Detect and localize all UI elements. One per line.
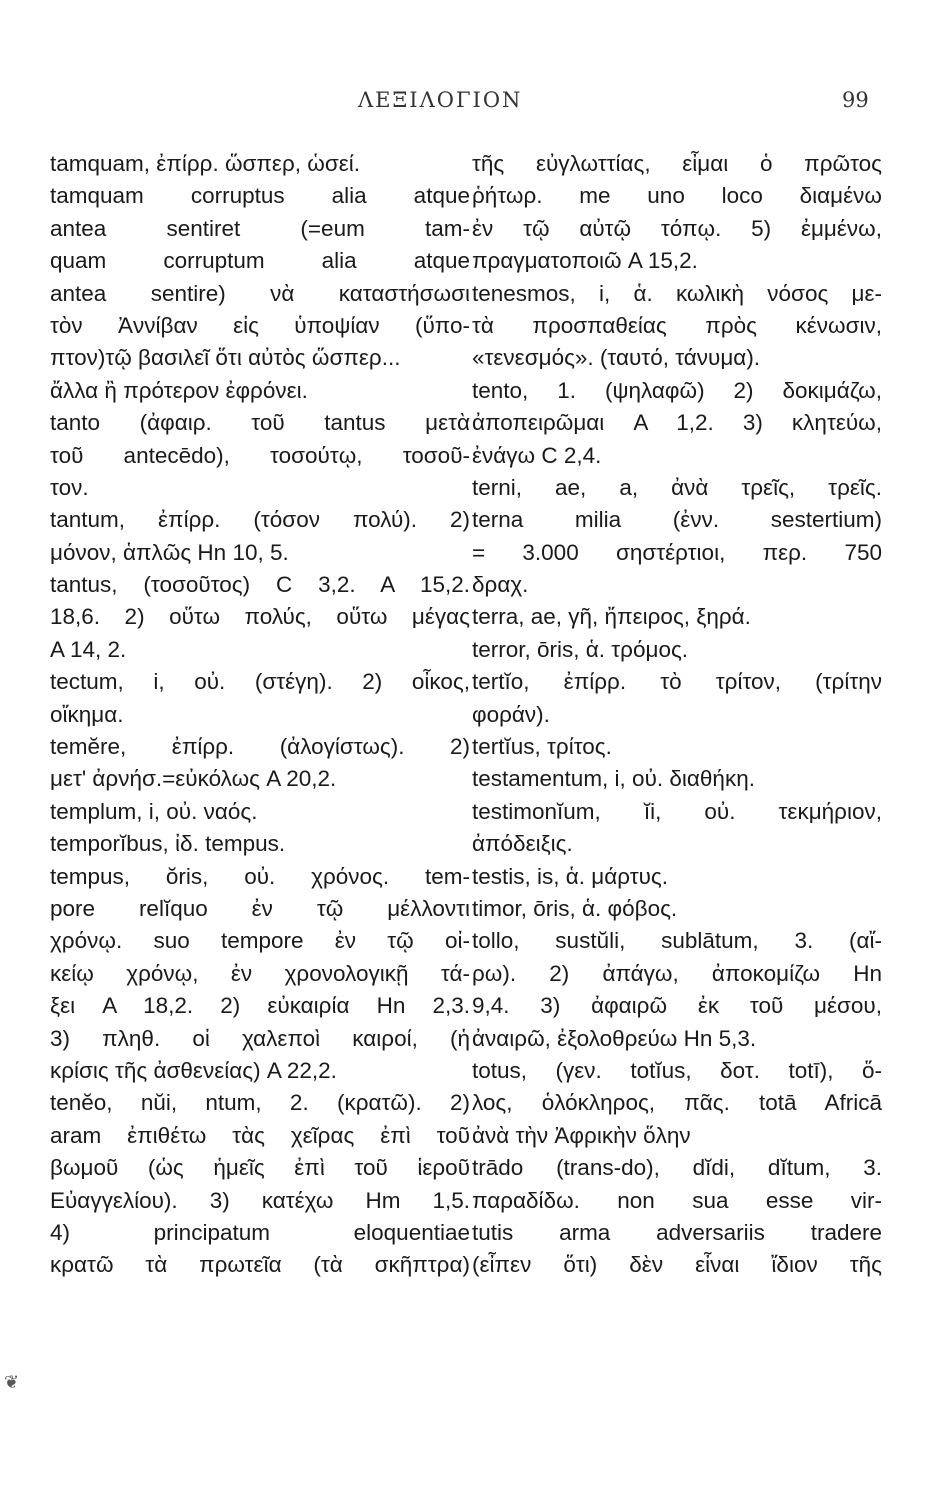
entry-line: πτον)τῷ βασιλεῖ ὅτι αὐτὸς ὥσπερ... bbox=[50, 345, 401, 371]
entry-line: κρίσις τῆς ἀσθενείας) A 22,2. bbox=[50, 1057, 337, 1083]
entry-line: A 14, 2. bbox=[50, 636, 127, 662]
entry-line: testimonĭum, ĭi, οὐ. τεκμήριον, bbox=[472, 798, 882, 824]
entry-line: temporĭbus, ἰδ. tempus. bbox=[50, 831, 286, 857]
entry-line: ἄλλα ἢ πρότερον ἐφρόνει. bbox=[50, 377, 308, 403]
entry-line: τὰ προσπαθείας πρὸς κένωσιν, bbox=[472, 312, 882, 338]
entry-line: μετ' ἀρνήσ.=εὐκόλως A 20,2. bbox=[50, 766, 337, 792]
entry-line: tento, 1. (ψηλαφῶ) 2) δοκιμάζω, bbox=[472, 377, 882, 403]
entry-line: tempus, ŏris, οὐ. χρόνος. tem- bbox=[50, 863, 470, 889]
entry-line: πραγματοποιῶ A 15,2. bbox=[472, 248, 698, 274]
entry-line: τοῦ antecēdo), τοσούτῳ, τοσοῦ- bbox=[50, 442, 470, 468]
right-column bbox=[472, 148, 882, 1282]
entry-line: 3) πληθ. οἱ χαλεποὶ καιροί, (ἡ bbox=[50, 1025, 470, 1051]
entry-line: tertĭus, τρίτος. bbox=[472, 734, 612, 760]
entry-line: ἐν τῷ αὐτῷ τόπῳ. 5) ἐμμένω, bbox=[472, 215, 882, 241]
page-number: 99 bbox=[842, 88, 869, 112]
entry-line: tenesmos, i, ἁ. κωλικὴ νόσος με- bbox=[472, 280, 882, 306]
entry-line: quam corruptum alia atque bbox=[50, 248, 470, 274]
entry-line: testamentum, i, οὐ. διαθήκη. bbox=[472, 766, 755, 792]
entry-line: κείῳ χρόνῳ, ἐν χρονολογικῇ τά- bbox=[50, 960, 470, 986]
left-column bbox=[50, 148, 470, 1282]
entry-line: (εἶπεν ὅτι) δὲν εἶναι ἴδιον τῆς bbox=[472, 1252, 882, 1278]
ink-blot-icon: ❦ bbox=[4, 1372, 20, 1393]
entry-line: timor, ōris, ἁ. φόβος. bbox=[472, 895, 678, 921]
entry-line: ρω). 2) ἀπάγω, ἀποκομίζω Hn bbox=[472, 960, 882, 986]
entry-line: 9,4. 3) ἀφαιρῶ ἐκ τοῦ μέσου, bbox=[472, 993, 882, 1019]
entry-line: παραδίδω. non sua esse vir- bbox=[472, 1187, 882, 1213]
entry-line: tertĭo, ἐπίρρ. τὸ τρίτον, (τρίτην bbox=[472, 669, 882, 695]
entry-line: φοράν). bbox=[472, 701, 550, 727]
entry-line: ἀνὰ τὴν Ἀφρικὴν ὅλην bbox=[472, 1122, 691, 1148]
entry-line: tamquam, ἐπίρρ. ὥσπερ, ὡσεί. bbox=[50, 151, 360, 176]
entry-line: ἀναιρῶ, ἐξολοθρεύω Hn 5,3. bbox=[472, 1025, 757, 1051]
entry-line: Εὐαγγελίου). 3) κατέχω Hm 1,5. bbox=[50, 1187, 470, 1213]
entry-line: δραχ. bbox=[472, 572, 529, 598]
entry-line: testis, is, ἁ. μάρτυς. bbox=[472, 863, 669, 889]
entry-line: «τενεσμός». (ταυτό, τάνυμα). bbox=[472, 345, 761, 371]
entry-line: tanto (ἀφαιρ. τοῦ tantus μετὰ bbox=[50, 410, 470, 436]
entry-line: βωμοῦ (ὡς ἡμεῖς ἐπὶ τοῦ ἱεροῦ bbox=[50, 1155, 470, 1181]
entry-line: tollo, sustŭli, sublātum, 3. (αἴ- bbox=[472, 928, 882, 954]
entry-line: tenĕo, nŭi, ntum, 2. (κρατῶ). 2) bbox=[50, 1090, 470, 1116]
entry-line: = 3.000 σηστέρτιοι, περ. 750 bbox=[472, 539, 882, 565]
entry-line: οἴκημα. bbox=[50, 701, 124, 727]
entry-line: tantus, (τοσοῦτος) C 3,2. A 15,2. bbox=[50, 572, 470, 598]
entry-line: totus, (γεν. totĭus, δοτ. totī), ὅ- bbox=[472, 1057, 882, 1083]
entry-line: terna milia (ἐνν. sestertium) bbox=[472, 507, 882, 533]
entry-line: antea sentiret (=eum tam- bbox=[50, 215, 470, 241]
entry-line: τῆς εὐγλωττίας, εἶμαι ὁ πρῶτος bbox=[472, 151, 882, 176]
entry-line: χρόνῳ. suo tempore ἐν τῷ οἰ- bbox=[50, 928, 470, 954]
entry-line: pore relĭquo ἐν τῷ μέλλοντι bbox=[50, 895, 470, 921]
entry-line: ἀποπειρῶμαι A 1,2. 3) κλητεύω, bbox=[472, 410, 882, 436]
entry-line: tamquam corruptus alia atque bbox=[50, 183, 470, 209]
entry-line: aram ἐπιθέτω τὰς χεῖρας ἐπὶ τοῦ bbox=[50, 1122, 470, 1148]
entry-line: μόνον, ἁπλῶς Hn 10, 5. bbox=[50, 539, 289, 565]
entry-line: tantum, ἐπίρρ. (τόσον πολύ). 2) bbox=[50, 507, 470, 533]
entry-line: λος, ὁλόκληρος, πᾶς. totā Africā bbox=[472, 1090, 882, 1116]
entry-line: 4) principatum eloquentiae bbox=[50, 1219, 470, 1245]
entry-line: tectum, i, οὐ. (στέγη). 2) οἶκος, bbox=[50, 669, 470, 695]
entry-line: terra, ae, γῆ, ἤπειρος, ξηρά. bbox=[472, 604, 751, 630]
entry-line: ἀπόδειξις. bbox=[472, 831, 573, 857]
entry-line: ἐνάγω C 2,4. bbox=[472, 442, 602, 468]
entry-line: terror, ōris, ἁ. τρόμος. bbox=[472, 636, 689, 662]
running-head bbox=[0, 88, 950, 118]
entry-line: 18,6. 2) οὕτω πολύς, οὕτω μέγας bbox=[50, 604, 470, 630]
entry-line: trādo (trans-do), dĭdi, dĭtum, 3. bbox=[472, 1155, 882, 1181]
entry-line: terni, ae, a, ἀνὰ τρεῖς, τρεῖς. bbox=[472, 474, 882, 500]
entry-line: τον. bbox=[50, 474, 89, 500]
entry-line: tutis arma adversariis tradere bbox=[472, 1219, 882, 1245]
entry-line: ξει A 18,2. 2) εὐκαιρία Hn 2,3. bbox=[50, 993, 470, 1019]
entry-line: templum, i, οὐ. ναός. bbox=[50, 798, 258, 824]
entry-line: temĕre, ἐπίρρ. (ἀλογίστως). 2) bbox=[50, 734, 470, 760]
entry-line: antea sentire) νὰ καταστήσωσι bbox=[50, 280, 470, 306]
entry-line: ῥήτωρ. me uno loco διαμένω bbox=[472, 183, 882, 209]
running-title: ΛΕΞΙΛΟΓΙΟΝ bbox=[358, 88, 523, 112]
entry-line: κρατῶ τὰ πρωτεῖα (τὰ σκῆπτρα) bbox=[50, 1252, 470, 1278]
entry-line: τὸν Ἀννίβαν εἰς ὑποψίαν (ὕπο- bbox=[50, 312, 470, 338]
